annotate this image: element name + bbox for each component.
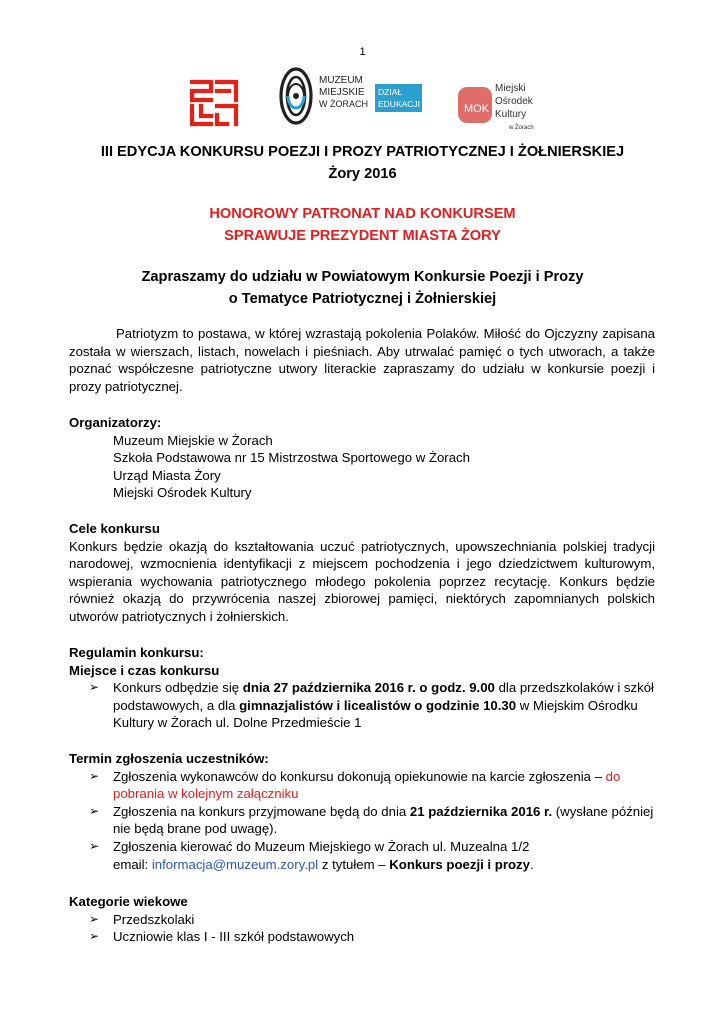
place-date: dnia 27 października 2016 r. o godz. 9.00 — [242, 680, 495, 696]
mok-logo-mark: MOK — [464, 103, 490, 115]
rules-heading: Regulamin konkursu: — [69, 645, 204, 660]
list-item — [69, 838, 655, 873]
dzial-logo-line1: DZIAŁ — [378, 87, 403, 97]
muzeum-logo-line3: W ŻORACH — [319, 99, 368, 109]
invite-line-2: o Tematyce Patriotycznej i Żołnierskiej — [228, 291, 497, 307]
goals-heading: Cele konkursu — [69, 521, 160, 536]
mok-logo — [453, 79, 553, 135]
organizer-item: Miejski Ośrodek Kultury — [113, 485, 252, 501]
invite-line-1: Zapraszamy do udziału w Powiatowym Konkursie Poezji i Prozy — [141, 269, 584, 285]
arrow-bullet-icon: ➢ — [89, 838, 100, 853]
list-item — [69, 679, 655, 732]
mok-logo-line3: Kultury — [495, 109, 527, 120]
patron-line-1: HONOROWY PATRONAT NAD KONKURSEM — [209, 206, 516, 222]
category-item: Uczniowie klas I - III szkół podstawowych — [113, 929, 355, 945]
goals-section — [69, 520, 655, 626]
place-list — [69, 679, 655, 732]
place-text-3: w Miejskim Ośrodku Kultury w Żorach ul. Dolne Przedmieście 1 — [113, 697, 638, 731]
email-link[interactable]: informacja@muzeum.zory.pl — [151, 856, 319, 872]
title-line-2: Żory 2016 — [328, 166, 397, 182]
organizers-section — [69, 414, 655, 502]
place-text-2: dla przedszkolaków i szkół podstawowych, a dla — [113, 680, 654, 713]
registration-item-2-text-1: Zgłoszenia na konkurs przyjmowane będą do dnia — [113, 803, 410, 819]
organizer-item: Urząd Miasta Żory — [113, 467, 221, 483]
mok-logo-line1: Miejski — [495, 83, 526, 94]
arrow-bullet-icon: ➢ — [89, 803, 100, 818]
place-text-1: Konkurs odbędzie się — [113, 680, 243, 696]
email-label: email: — [113, 856, 152, 872]
registration-list — [69, 768, 655, 874]
arrow-bullet-icon: ➢ — [89, 911, 100, 926]
categories-section — [69, 893, 655, 946]
organizers-list — [69, 432, 655, 502]
arrow-bullet-icon: ➢ — [89, 768, 100, 783]
list-item — [69, 803, 655, 838]
registration-heading: Termin zgłoszenia uczestników: — [69, 751, 269, 766]
invitation-heading — [0, 266, 725, 310]
page-number: 1 — [359, 46, 366, 58]
dzial-logo-line2: EDUKACJI — [378, 99, 421, 109]
muzeum-logo-line1: MUZEUM — [319, 75, 363, 86]
zory-logo — [189, 78, 239, 128]
arrow-bullet-icon: ➢ — [89, 929, 100, 944]
registration-item-3-address: Zgłoszenia kierować do Muzeum Miejskiego w Żorach ul. Muzealna 1/2 — [113, 838, 530, 854]
registration-item-2-text-2: (wysłane później nie będą brane pod uwagę). — [113, 803, 654, 837]
list-item — [69, 928, 655, 946]
rules-section — [69, 644, 655, 732]
muzeum-logo — [279, 67, 425, 125]
registration-section — [69, 750, 655, 873]
organizers-heading: Organizatorzy: — [69, 415, 162, 430]
registration-deadline: 21 października 2016 r. — [409, 803, 553, 819]
category-item: Przedszkolaki — [113, 911, 195, 927]
place-heading: Miejsce i czas konkursu — [69, 662, 220, 678]
categories-list — [69, 911, 655, 946]
organizer-item: Muzeum Miejskie w Żorach — [113, 432, 273, 448]
document-title — [0, 141, 725, 185]
categories-heading: Kategorie wiekowe — [69, 894, 188, 909]
goals-text: Konkurs będzie okazją do kształtowania uczuć patriotycznych, upowszechniania polskiej tradycji narodowej, wzmocnienia identyfikacji z miejscem pochodzenia i jego dziedzictwem kulturowym, wspierania wychowania patriotycznego młodego pokolenia poprzez recytację. Konkurs będzie również okazją do przywrócenia naszej zbiorowej pamięci, niektórych zapomnianych polskich utworów patriotycznych i żołnierskich. — [69, 538, 655, 624]
mok-logo-line4: w Żorach — [509, 125, 534, 131]
arrow-bullet-icon: ➢ — [89, 680, 100, 695]
intro-paragraph: Patriotyzm to postawa, w której wzrastają pokolenia Polaków. Miłość do Ojczyzny zapisana została w wierszach, listach, nowelach i pieśniach. Aby utrwalać pamięć o tych utworach, a także poznać współczesne patriotyczne utwory literackie zapraszamy do udziału w konkursie poezji i prozy patriotycznej. — [69, 326, 655, 394]
place-time-secondary: gimnazjalistów i licealistów o godzinie 10.30 — [239, 697, 517, 713]
patronage-notice — [0, 203, 725, 247]
list-item — [69, 911, 655, 929]
email-end: . — [529, 856, 534, 872]
muzeum-logo-line2: MIEJSKIE — [319, 87, 365, 98]
email-subject-label: z tytułem – — [318, 856, 390, 872]
patron-line-2: SPRAWUJE PREZYDENT MIASTA ŻORY — [224, 228, 501, 244]
download-note: do pobrania w kolejnym załączniku — [113, 768, 621, 802]
organizer-item: Szkoła Podstawowa nr 15 Mistrzostwa Sportowego w Żorach — [113, 450, 470, 466]
title-line-1: III EDYCJA KONKURSU POEZJI I PROZY PATRIOTYCZNEJ I ŻOŁNIERSKIEJ — [100, 144, 625, 160]
registration-item-1-text: Zgłoszenia wykonawców do konkursu dokonują opiekunowie na karcie zgłoszenia – — [113, 768, 606, 784]
email-subject: Konkurs poezji i prozy — [389, 856, 530, 872]
list-item — [69, 768, 655, 803]
logo-bar — [0, 66, 725, 131]
mok-logo-line2: Ośrodek — [495, 96, 533, 107]
